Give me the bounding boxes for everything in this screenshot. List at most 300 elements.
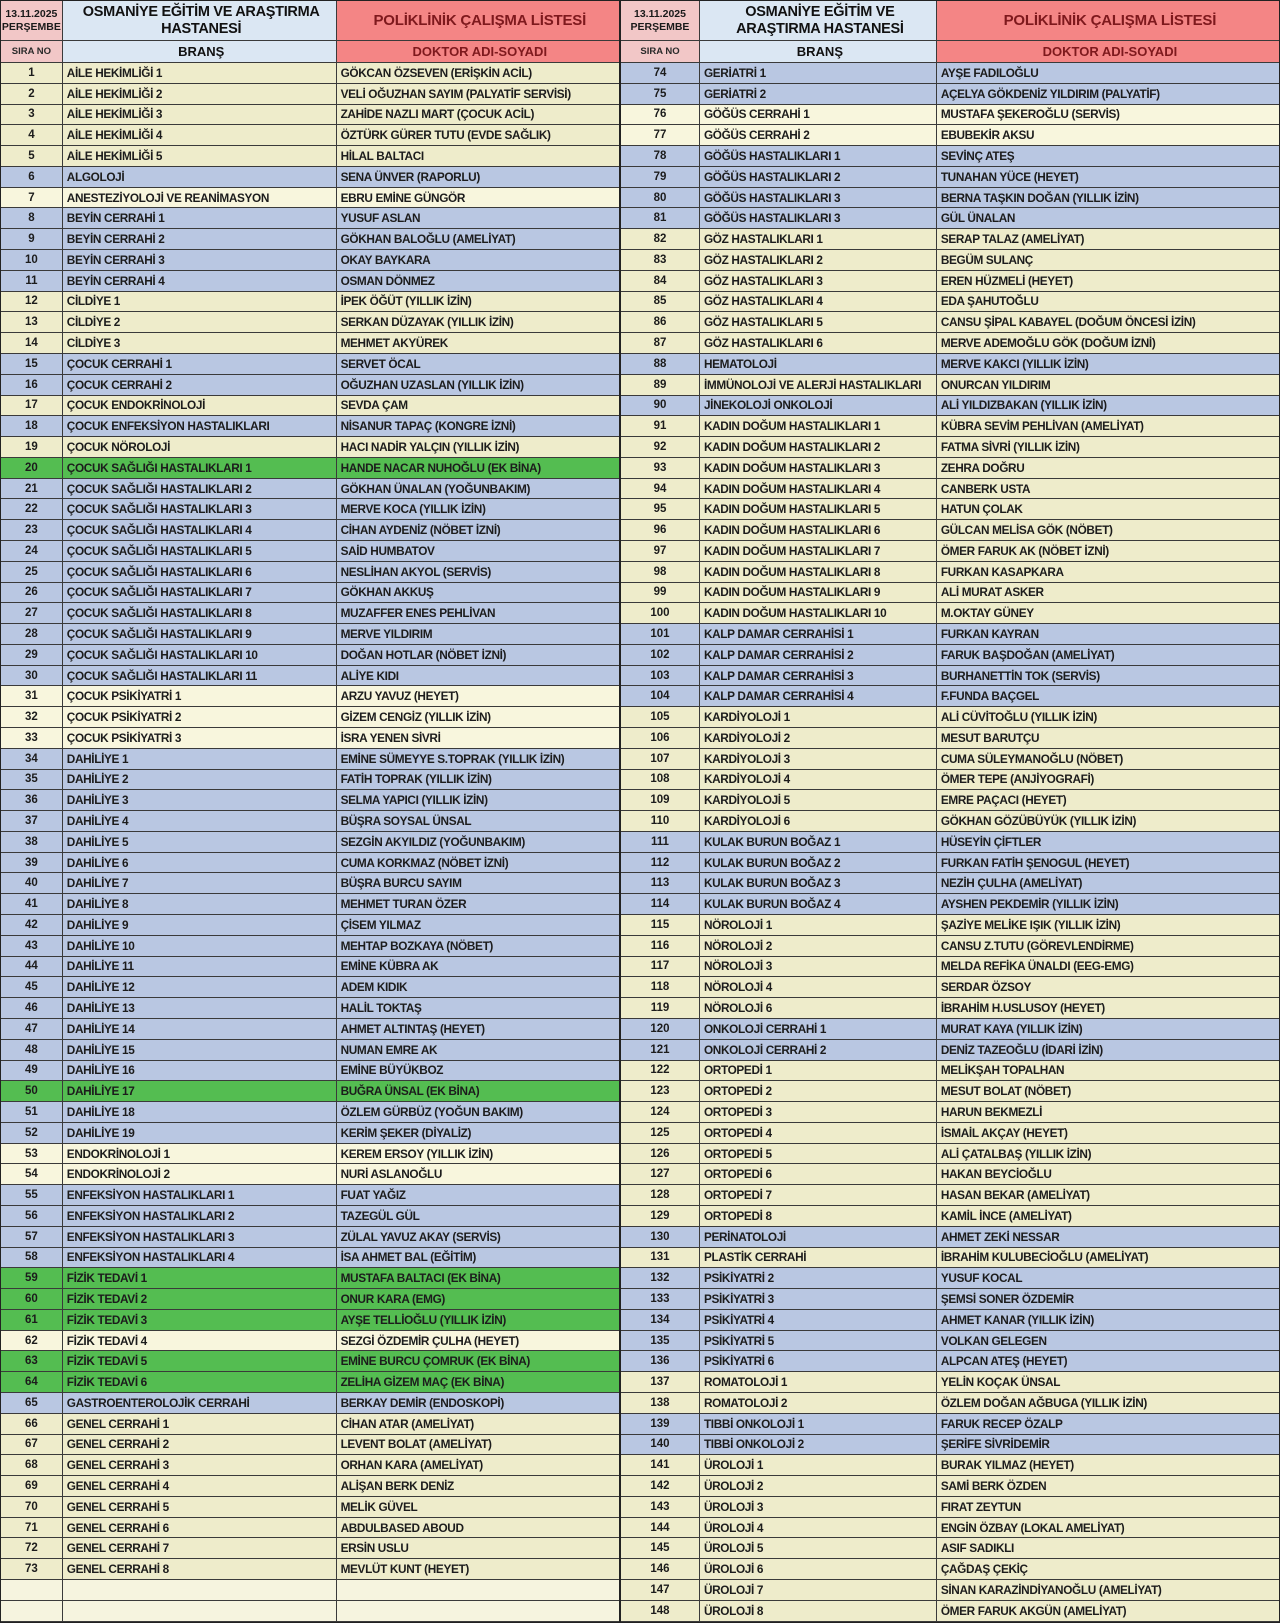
row-sira-no: 72 (1, 1538, 63, 1559)
date-weekday: PERŞEMBE (1, 20, 61, 33)
row-sira-no: 140 (621, 1435, 700, 1456)
row-brans: DAHİLİYE 6 (63, 853, 337, 874)
row-doktor: HÜSEYİN ÇİFTLER (937, 832, 1279, 853)
row-sira-no: 116 (621, 936, 700, 957)
row-sira-no: 50 (1, 1081, 63, 1102)
row-brans: ÇOCUK PSİKİYATRİ 3 (63, 728, 337, 749)
table-row (1, 520, 619, 541)
row-doktor: FUAT YAĞIZ (337, 1185, 619, 1206)
row-brans: KALP DAMAR CERRAHİSİ 1 (700, 624, 937, 645)
row-brans: PSİKİYATRİ 3 (700, 1289, 937, 1310)
table-row (1, 562, 619, 583)
column-header-brans: BRANŞ (63, 41, 337, 63)
row-sira-no: 2 (1, 84, 63, 105)
row-brans: DAHİLİYE 14 (63, 1019, 337, 1040)
row-brans: ÜROLOJİ 7 (700, 1580, 937, 1601)
row-sira-no: 96 (621, 520, 700, 541)
row-sira-no: 122 (621, 1061, 700, 1082)
table-row (1, 603, 619, 624)
row-brans: KADIN DOĞUM HASTALIKLARI 9 (700, 583, 937, 604)
row-brans: ÇOCUK ENFEKSİYON HASTALIKLARI (63, 416, 337, 437)
row-sira-no: 126 (621, 1144, 700, 1165)
row-sira-no: 4 (1, 125, 63, 146)
row-doktor: GÖKHAN GÖZÜBÜYÜK (YILLIK İZİN) (937, 811, 1279, 832)
row-doktor: ÖMER FARUK AK (NÖBET İZNİ) (937, 541, 1279, 562)
row-brans: ÜROLOJİ 4 (700, 1518, 937, 1539)
row-doktor: BURHANETTİN TOK (SERVİS) (937, 666, 1279, 687)
table-row (621, 292, 1279, 313)
row-brans: KADIN DOĞUM HASTALIKLARI 6 (700, 520, 937, 541)
row-doktor: MEHMET AKYÜREK (337, 333, 619, 354)
row-brans: PERİNATOLOJİ (700, 1227, 937, 1248)
row-doktor: BURAK YILMAZ (HEYET) (937, 1455, 1279, 1476)
row-brans: ÜROLOJİ 5 (700, 1538, 937, 1559)
row-sira-no: 67 (1, 1435, 63, 1456)
table-row (621, 250, 1279, 271)
table-row (621, 1538, 1279, 1559)
table-row (1, 1372, 619, 1393)
row-sira-no: 97 (621, 541, 700, 562)
row-brans: GASTROENTEROLOJİK CERRAHİ (63, 1393, 337, 1414)
row-doktor: KAMİL İNCE (AMELİYAT) (937, 1206, 1279, 1227)
row-brans: GERİATRİ 1 (700, 63, 937, 84)
table-row (1, 354, 619, 375)
row-doktor: HAKAN BEYCİOĞLU (937, 1164, 1279, 1185)
row-sira-no: 25 (1, 562, 63, 583)
row-brans: ÇOCUK SAĞLIĞI HASTALIKLARI 4 (63, 520, 337, 541)
row-brans: ÇOCUK SAĞLIĞI HASTALIKLARI 3 (63, 499, 337, 520)
row-doktor: OĞUZHAN UZASLAN (YILLIK İZİN) (337, 375, 619, 396)
row-sira-no: 18 (1, 416, 63, 437)
table-row (621, 1081, 1279, 1102)
row-sira-no: 87 (621, 333, 700, 354)
row-doktor: TUNAHAN YÜCE (HEYET) (937, 167, 1279, 188)
row-sira-no: 34 (1, 749, 63, 770)
row-doktor: GİZEM CENGİZ (YILLIK İZİN) (337, 707, 619, 728)
row-sira-no: 85 (621, 292, 700, 313)
row-doktor: VELİ OĞUZHAN SAYIM (PALYATİF SERVİSİ) (337, 84, 619, 105)
table-row (1, 105, 619, 126)
row-doktor: YUSUF ASLAN (337, 208, 619, 229)
row-sira-no: 139 (621, 1414, 700, 1435)
table-row (621, 1580, 1279, 1601)
row-sira-no: 36 (1, 790, 63, 811)
row-doktor: ALİ MURAT ASKER (937, 583, 1279, 604)
row-doktor: MURAT KAYA (YILLIK İZİN) (937, 1019, 1279, 1040)
row-brans: NÖROLOJİ 3 (700, 957, 937, 978)
row-sira-no: 110 (621, 811, 700, 832)
row-sira-no: 30 (1, 666, 63, 687)
row-sira-no: 117 (621, 957, 700, 978)
row-brans: PSİKİYATRİ 4 (700, 1310, 937, 1331)
row-sira-no: 127 (621, 1164, 700, 1185)
date-cell (621, 1, 700, 41)
row-brans: ORTOPEDİ 2 (700, 1081, 937, 1102)
table-row (1, 1040, 619, 1061)
row-doktor: ZAHİDE NAZLI MART (ÇOCUK ACİL) (337, 105, 619, 126)
row-sira-no: 42 (1, 915, 63, 936)
row-sira-no: 77 (621, 125, 700, 146)
table-row (621, 1601, 1279, 1622)
row-doktor: BUĞRA ÜNSAL (EK BİNA) (337, 1081, 619, 1102)
table-row (621, 1185, 1279, 1206)
row-sira-no: 120 (621, 1019, 700, 1040)
row-brans: KALP DAMAR CERRAHİSİ 2 (700, 645, 937, 666)
row-doktor: ORHAN KARA (AMELİYAT) (337, 1455, 619, 1476)
table-row (1, 707, 619, 728)
row-sira-no: 147 (621, 1580, 700, 1601)
row-sira-no: 125 (621, 1123, 700, 1144)
table-row (621, 998, 1279, 1019)
table-row (1, 63, 619, 84)
row-doktor: ÇAĞDAŞ ÇEKİÇ (937, 1559, 1279, 1580)
row-brans: GÖĞÜS CERRAHİ 2 (700, 125, 937, 146)
row-sira-no: 114 (621, 894, 700, 915)
row-brans: GÖZ HASTALIKLARI 5 (700, 312, 937, 333)
row-brans: PSİKİYATRİ 5 (700, 1331, 937, 1352)
table-row (621, 832, 1279, 853)
row-sira-no: 33 (1, 728, 63, 749)
row-sira-no: 137 (621, 1372, 700, 1393)
row-doktor: FURKAN KAYRAN (937, 624, 1279, 645)
row-sira-no: 88 (621, 354, 700, 375)
row-brans: ORTOPEDİ 3 (700, 1102, 937, 1123)
row-brans: ENFEKSİYON HASTALIKLARI 4 (63, 1248, 337, 1269)
table-row (621, 458, 1279, 479)
row-sira-no: 118 (621, 977, 700, 998)
row-doktor: ALİ CÜVİTOĞLU (YILLIK İZİN) (937, 707, 1279, 728)
row-brans: KARDİYOLOJİ 2 (700, 728, 937, 749)
row-sira-no: 17 (1, 396, 63, 417)
row-doktor: MUSTAFA BALTACI (EK BİNA) (337, 1268, 619, 1289)
row-sira-no: 1 (1, 63, 63, 84)
row-sira-no: 37 (1, 811, 63, 832)
table-row (1, 686, 619, 707)
row-doktor: YUSUF KOCAL (937, 1268, 1279, 1289)
row-sira-no: 5 (1, 146, 63, 167)
row-sira-no: 145 (621, 1538, 700, 1559)
row-brans: KULAK BURUN BOĞAZ 1 (700, 832, 937, 853)
table-row (621, 271, 1279, 292)
table-row (621, 1040, 1279, 1061)
row-sira-no: 16 (1, 375, 63, 396)
table-right (621, 1, 1279, 1622)
table-left (1, 1, 621, 1622)
row-brans: ÜROLOJİ 8 (700, 1601, 937, 1622)
row-doktor: NEZİH ÇULHA (AMELİYAT) (937, 873, 1279, 894)
table-row (621, 1455, 1279, 1476)
row-brans: DAHİLİYE 11 (63, 957, 337, 978)
row-sira-no: 133 (621, 1289, 700, 1310)
row-brans: DAHİLİYE 15 (63, 1040, 337, 1061)
row-brans: NÖROLOJİ 4 (700, 977, 937, 998)
row-sira-no: 102 (621, 645, 700, 666)
row-doktor: SERDAR ÖZSOY (937, 977, 1279, 998)
row-brans: FİZİK TEDAVİ 4 (63, 1331, 337, 1352)
row-doktor: BÜŞRA BURCU SAYIM (337, 873, 619, 894)
table-row (621, 520, 1279, 541)
row-doktor: ASIF SADIKLI (937, 1538, 1279, 1559)
date-value: 13.11.2025 (633, 8, 686, 21)
row-doktor: SERVET ÖCAL (337, 354, 619, 375)
row-sira-no: 131 (621, 1248, 700, 1269)
row-sira-no: 94 (621, 479, 700, 500)
row-doktor: ÖMER FARUK AKGÜN (AMELİYAT) (937, 1601, 1279, 1622)
hospital-title: OSMANİYE EĞİTİM VE ARAŞTIRMA HASTANESİ (700, 1, 937, 41)
row-sira-no: 3 (1, 105, 63, 126)
table-row (621, 167, 1279, 188)
row-sira-no: 142 (621, 1476, 700, 1497)
table-row (621, 1435, 1279, 1456)
row-sira-no: 141 (621, 1455, 700, 1476)
table-row (1, 728, 619, 749)
table-row (1, 333, 619, 354)
row-doktor: MUZAFFER ENES PEHLİVAN (337, 603, 619, 624)
row-doktor: MEHMET TURAN ÖZER (337, 894, 619, 915)
row-brans: ÜROLOJİ 1 (700, 1455, 937, 1476)
row-doktor: MEVLÜT KUNT (HEYET) (337, 1559, 619, 1580)
row-doktor (337, 1601, 619, 1622)
row-brans: CİLDİYE 1 (63, 292, 337, 313)
row-brans: GÖĞÜS HASTALIKLARI 2 (700, 167, 937, 188)
row-brans: TIBBİ ONKOLOJİ 2 (700, 1435, 937, 1456)
row-brans: ORTOPEDİ 8 (700, 1206, 937, 1227)
table-row (621, 666, 1279, 687)
table-row (621, 686, 1279, 707)
row-sira-no: 63 (1, 1351, 63, 1372)
row-brans: DAHİLİYE 1 (63, 749, 337, 770)
row-doktor: ERSİN USLU (337, 1538, 619, 1559)
row-doktor: ÖZLEM GÜRBÜZ (YOĞUN BAKIM) (337, 1102, 619, 1123)
table-row (1, 936, 619, 957)
row-sira-no: 62 (1, 1331, 63, 1352)
row-brans: JİNEKOLOJİ ONKOLOJİ (700, 396, 937, 417)
row-sira-no: 105 (621, 707, 700, 728)
table-row (621, 416, 1279, 437)
table-row (1, 1393, 619, 1414)
row-doktor: EBUBEKİR AKSU (937, 125, 1279, 146)
row-sira-no: 109 (621, 790, 700, 811)
table-row (1, 458, 619, 479)
row-doktor: DOĞAN HOTLAR (NÖBET İZNİ) (337, 645, 619, 666)
row-brans: DAHİLİYE 19 (63, 1123, 337, 1144)
row-doktor: ONUR KARA (EMG) (337, 1289, 619, 1310)
table-row (1, 479, 619, 500)
table-left-rows (1, 63, 619, 1622)
row-sira-no: 39 (1, 853, 63, 874)
row-brans: FİZİK TEDAVİ 3 (63, 1310, 337, 1331)
table-row (1, 1061, 619, 1082)
row-doktor: İBRAHİM KULUBECİOĞLU (AMELİYAT) (937, 1248, 1279, 1269)
table-row (1, 583, 619, 604)
row-sira-no: 65 (1, 1393, 63, 1414)
row-doktor: DENİZ TAZEOĞLU (İDARİ İZİN) (937, 1040, 1279, 1061)
row-brans: NÖROLOJİ 2 (700, 936, 937, 957)
row-brans: DAHİLİYE 4 (63, 811, 337, 832)
row-sira-no: 51 (1, 1102, 63, 1123)
row-doktor: MERVE YILDIRIM (337, 624, 619, 645)
row-brans: ÜROLOJİ 3 (700, 1497, 937, 1518)
row-brans: GERİATRİ 2 (700, 84, 937, 105)
row-sira-no: 44 (1, 957, 63, 978)
row-brans: DAHİLİYE 9 (63, 915, 337, 936)
row-brans: KADIN DOĞUM HASTALIKLARI 4 (700, 479, 937, 500)
row-doktor: M.OKTAY GÜNEY (937, 603, 1279, 624)
table-row (621, 894, 1279, 915)
row-sira-no: 8 (1, 208, 63, 229)
row-sira-no: 134 (621, 1310, 700, 1331)
list-title: POLİKLİNİK ÇALIŞMA LİSTESİ (937, 1, 1279, 41)
row-brans: KULAK BURUN BOĞAZ 3 (700, 873, 937, 894)
row-brans: GENEL CERRAHİ 3 (63, 1455, 337, 1476)
table-row (1, 790, 619, 811)
table-row (1, 84, 619, 105)
row-doktor: CANBERK USTA (937, 479, 1279, 500)
row-sira-no: 48 (1, 1040, 63, 1061)
table-row (621, 188, 1279, 209)
row-brans: ORTOPEDİ 4 (700, 1123, 937, 1144)
table-row (1, 437, 619, 458)
table-row (1, 1268, 619, 1289)
row-brans: DAHİLİYE 3 (63, 790, 337, 811)
row-doktor: EMİNE KÜBRA AK (337, 957, 619, 978)
row-doktor: EMİNE BURCU ÇOMRUK (EK BİNA) (337, 1351, 619, 1372)
table-row (621, 624, 1279, 645)
row-brans: DAHİLİYE 18 (63, 1102, 337, 1123)
row-doktor: AYSHEN PEKDEMİR (YILLIK İZİN) (937, 894, 1279, 915)
table-row (1, 375, 619, 396)
row-sira-no: 15 (1, 354, 63, 375)
table-row (621, 1123, 1279, 1144)
row-brans: ÜROLOJİ 2 (700, 1476, 937, 1497)
row-sira-no: 82 (621, 229, 700, 250)
table-row (621, 396, 1279, 417)
row-sira-no: 28 (1, 624, 63, 645)
row-doktor: OSMAN DÖNMEZ (337, 271, 619, 292)
table-row (1, 1331, 619, 1352)
table-row (621, 1559, 1279, 1580)
row-sira-no: 107 (621, 749, 700, 770)
row-doktor: SAMİ BERK ÖZDEN (937, 1476, 1279, 1497)
row-sira-no: 10 (1, 250, 63, 271)
row-sira-no: 121 (621, 1040, 700, 1061)
row-brans: KADIN DOĞUM HASTALIKLARI 10 (700, 603, 937, 624)
row-brans: PSİKİYATRİ 2 (700, 1268, 937, 1289)
row-doktor: İPEK ÖĞÜT (YILLIK İZİN) (337, 292, 619, 313)
table-row (1, 125, 619, 146)
row-brans: FİZİK TEDAVİ 2 (63, 1289, 337, 1310)
row-doktor: BÜŞRA SOYSAL ÜNSAL (337, 811, 619, 832)
row-doktor: BERNA TAŞKIN DOĞAN (YILLIK İZİN) (937, 188, 1279, 209)
row-doktor: MELİK GÜVEL (337, 1497, 619, 1518)
row-sira-no: 119 (621, 998, 700, 1019)
row-brans: ORTOPEDİ 5 (700, 1144, 937, 1165)
date-value: 13.11.2025 (5, 8, 58, 21)
row-sira-no: 89 (621, 375, 700, 396)
table-row (621, 1372, 1279, 1393)
row-doktor: KERİM ŞEKER (DİYALİZ) (337, 1123, 619, 1144)
row-doktor: FARUK BAŞDOĞAN (AMELİYAT) (937, 645, 1279, 666)
row-brans: DAHİLİYE 10 (63, 936, 337, 957)
table-row (1, 1248, 619, 1269)
row-brans: ÇOCUK SAĞLIĞI HASTALIKLARI 2 (63, 479, 337, 500)
row-brans: GENEL CERRAHİ 1 (63, 1414, 337, 1435)
table-row (621, 1248, 1279, 1269)
row-sira-no: 76 (621, 105, 700, 126)
row-brans: DAHİLİYE 8 (63, 894, 337, 915)
row-sira-no: 66 (1, 1414, 63, 1435)
row-brans: KALP DAMAR CERRAHİSİ 4 (700, 686, 937, 707)
table-row (1, 1081, 619, 1102)
row-doktor: EDA ŞAHUTOĞLU (937, 292, 1279, 313)
row-doktor: İSRA YENEN SİVRİ (337, 728, 619, 749)
row-brans: GÖĞÜS HASTALIKLARI 1 (700, 146, 937, 167)
row-brans: GÖZ HASTALIKLARI 2 (700, 250, 937, 271)
table-row (1, 188, 619, 209)
row-doktor: HACI NADİR YALÇIN (YILLIK İZİN) (337, 437, 619, 458)
row-sira-no: 75 (621, 84, 700, 105)
row-sira-no: 79 (621, 167, 700, 188)
table-row (621, 1019, 1279, 1040)
row-doktor: FIRAT ZEYTUN (937, 1497, 1279, 1518)
row-sira-no: 90 (621, 396, 700, 417)
row-doktor: MUSTAFA ŞEKEROĞLU (SERVİS) (937, 105, 1279, 126)
table-row (621, 1061, 1279, 1082)
row-brans: GÖĞÜS CERRAHİ 1 (700, 105, 937, 126)
row-sira-no: 64 (1, 1372, 63, 1393)
row-doktor: ÖZLEM DOĞAN AĞBUGA (YILLIK İZİN) (937, 1393, 1279, 1414)
table-row (621, 63, 1279, 84)
row-doktor: FURKAN FATİH ŞENOGUL (HEYET) (937, 853, 1279, 874)
row-brans: KADIN DOĞUM HASTALIKLARI 5 (700, 499, 937, 520)
row-sira-no: 124 (621, 1102, 700, 1123)
table-row (621, 811, 1279, 832)
row-sira-no: 115 (621, 915, 700, 936)
row-brans: KARDİYOLOJİ 5 (700, 790, 937, 811)
row-doktor: ARZU YAVUZ (HEYET) (337, 686, 619, 707)
row-brans: ORTOPEDİ 7 (700, 1185, 937, 1206)
row-sira-no: 83 (621, 250, 700, 271)
row-doktor: YELİN KOÇAK ÜNSAL (937, 1372, 1279, 1393)
table-row (621, 977, 1279, 998)
table-row (621, 1310, 1279, 1331)
row-sira-no: 111 (621, 832, 700, 853)
row-doktor: NUMAN EMRE AK (337, 1040, 619, 1061)
row-sira-no: 106 (621, 728, 700, 749)
row-doktor: KEREM ERSOY (YILLIK İZİN) (337, 1144, 619, 1165)
table-row (621, 603, 1279, 624)
row-doktor: ŞEMSİ SONER ÖZDEMİR (937, 1289, 1279, 1310)
row-sira-no: 32 (1, 707, 63, 728)
table-row (1, 998, 619, 1019)
table-row (621, 790, 1279, 811)
row-doktor: SENA ÜNVER (RAPORLU) (337, 167, 619, 188)
table-row (621, 1393, 1279, 1414)
table-row (621, 957, 1279, 978)
row-doktor: HANDE NACAR NUHOĞLU (EK BİNA) (337, 458, 619, 479)
row-sira-no: 92 (621, 437, 700, 458)
table-row (621, 853, 1279, 874)
row-doktor: CUMA SÜLEYMANOĞLU (NÖBET) (937, 749, 1279, 770)
row-brans: AİLE HEKİMLİĞİ 5 (63, 146, 337, 167)
row-brans: ENDOKRİNOLOJİ 1 (63, 1144, 337, 1165)
row-sira-no: 100 (621, 603, 700, 624)
table-right-title-row (621, 1, 1279, 41)
row-doktor: CİHAN AYDENİZ (NÖBET İZNİ) (337, 520, 619, 541)
row-brans: ONKOLOJİ CERRAHİ 1 (700, 1019, 937, 1040)
row-doktor: EMİNE SÜMEYYE S.TOPRAK (YILLIK İZİN) (337, 749, 619, 770)
row-brans: ÇOCUK SAĞLIĞI HASTALIKLARI 9 (63, 624, 337, 645)
